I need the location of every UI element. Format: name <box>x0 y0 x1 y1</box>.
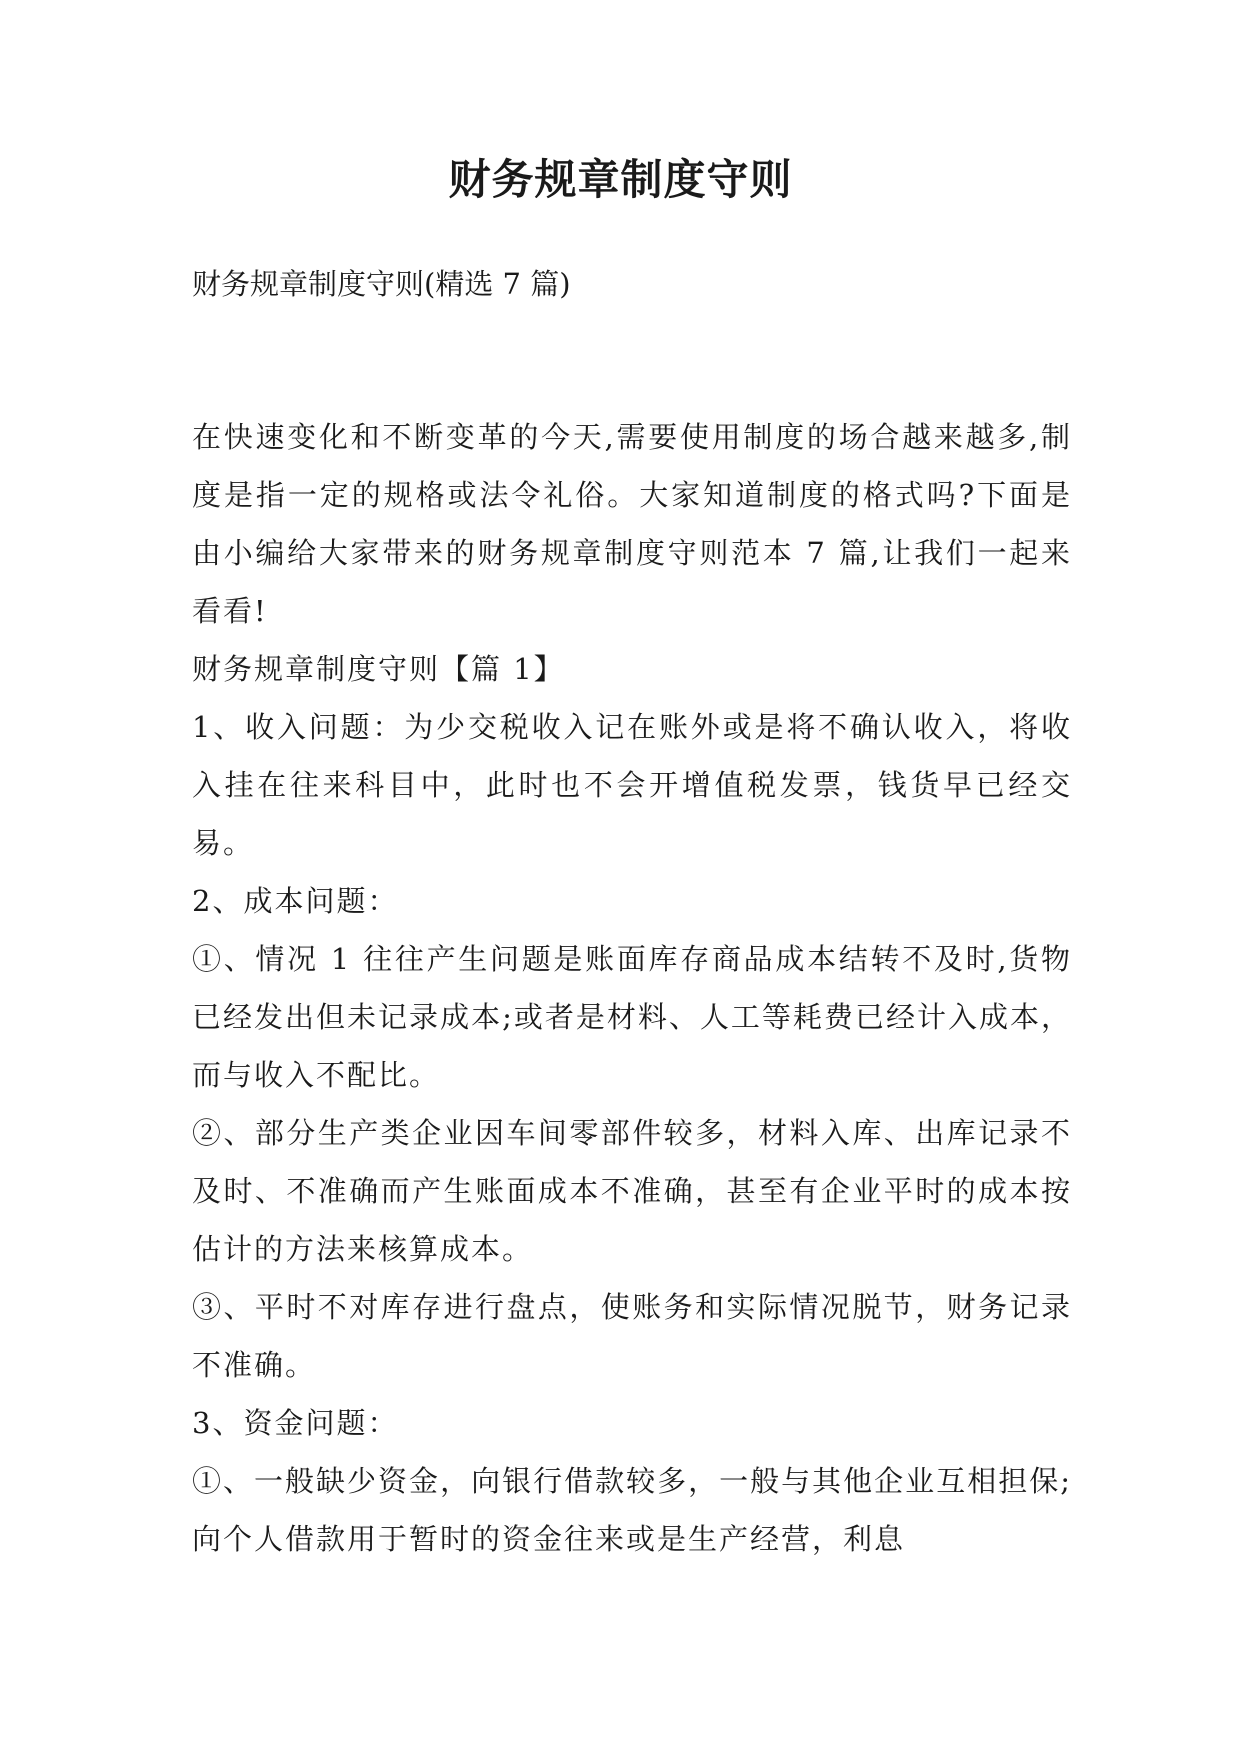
document-subtitle: 财务规章制度守则(精选 7 篇) <box>192 267 571 301</box>
paragraph-funds-1: ①、一般缺少资金，向银行借款较多，一般与其他企业互相担保;向个人借款用于暂时的资金往来或是生产经营，利息 <box>192 1464 1072 1556</box>
paragraph-cost-3: ③、平时不对库存进行盘点，使账务和实际情况脱节，财务记录不准确。 <box>192 1290 1072 1382</box>
document-title: 财务规章制度守则 <box>448 155 793 204</box>
intro-paragraph: 在快速变化和不断变革的今天,需要使用制度的场合越来越多,制度是指一定的规格或法令礼俗。大家知道制度的格式吗?下面是由小编给大家带来的财务规章制度守则范本 7 篇,让我们一起来看看! <box>192 420 1072 628</box>
paragraph-income: 1、收入问题：为少交税收入记在账外或是将不确认收入，将收入挂在往来科目中，此时也不会开增值税发票，钱货早已经交易。 <box>192 710 1072 860</box>
section-heading: 财务规章制度守则【篇 1】 <box>192 652 565 686</box>
paragraph-cost-2: ②、部分生产类企业因车间零部件较多，材料入库、出库记录不及时、不准确而产生账面成本不准确，甚至有企业平时的成本按估计的方法来核算成本。 <box>192 1116 1072 1266</box>
document-body <box>192 408 1072 1568</box>
paragraph-cost-heading: 2、成本问题： <box>192 884 399 918</box>
paragraph-cost-1: ①、情况 1 往往产生问题是账面库存商品成本结转不及时,货物已经发出但未记录成本;或者是材料、人工等耗费已经计入成本，而与收入不配比。 <box>192 942 1072 1092</box>
paragraph-funds-heading: 3、资金问题： <box>192 1406 399 1440</box>
